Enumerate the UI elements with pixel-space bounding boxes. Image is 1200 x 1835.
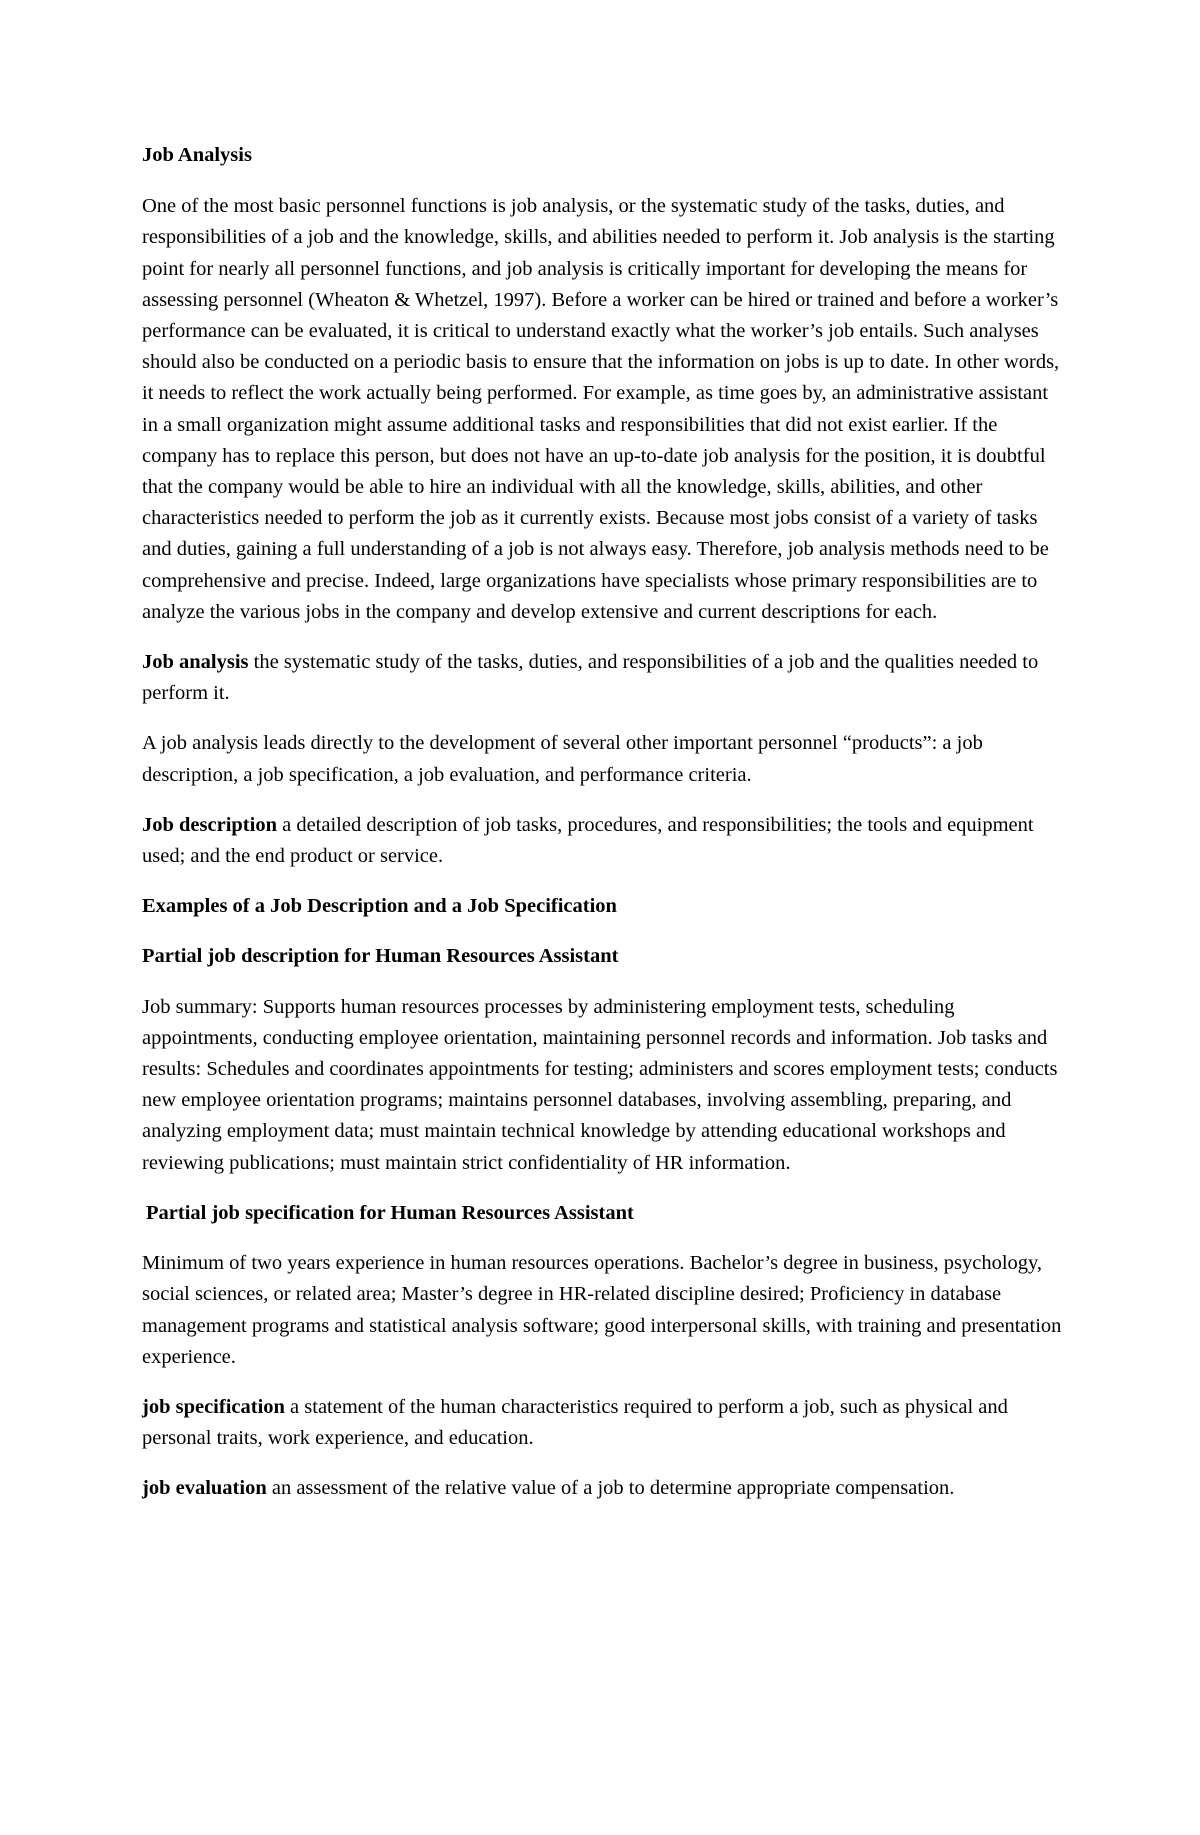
partial-specification-heading: Partial job specification for Human Resources Assistant	[146, 1201, 634, 1224]
intro-paragraph: One of the most basic personnel functions is job analysis, or the systematic study of the tasks, duties, and responsibilities of a job and the knowledge, skills, and abilities needed to perform it. Job analysis is the starting point for nearly all personnel functions, and job analysis is critically important for developing the means for assessing personnel (Wheaton & Whetzel, 1997). Before a worker can be hired or trained and before a worker’s performance can be evaluated, it is critical to understand exactly what the worker’s job entails. Such analyses should also be conducted on a periodic basis to ensure that the information on jobs is up to date. In other words, it needs to reflect the work actually being performed. For example, as time goes by, an administrative assistant in a small organization might assume additional tasks and responsibilities that did not exist earlier. If the company has to replace this person, but does not have an up-to-date job analysis for the position, it is doubtful that the company would be able to hire an individual with all the knowledge, skills, abilities, and other characteristics needed to perform the job as it currently exists. Because most jobs consist of a variety of tasks and duties, gaining a full understanding of a job is not always easy. Therefore, job analysis methods need to be comprehensive and precise. Indeed, large organizations have specialists whose primary responsibilities are to analyze the various jobs in the company and develop extensive and current descriptions for each.	[142, 195, 1060, 623]
document-title: Job Analysis	[142, 144, 252, 166]
job-analysis-definition	[142, 647, 1062, 709]
examples-heading: Examples of a Job Description and a Job Specification	[142, 895, 617, 918]
definition-text: a detailed description of job tasks, procedures, and responsibilities; the tools and equipment used; and the end product or service.	[142, 813, 1034, 868]
document-body	[142, 140, 1062, 1505]
partial-specification-paragraph: Minimum of two years experience in human resources operations. Bachelor’s degree in business, psychology, social sciences, or related area; Master’s degree in HR-related discipline desired; Proficiency in database management programs and statistical analysis software; good interpersonal skills, with training and presentation experience.	[142, 1252, 1062, 1368]
partial-description-paragraph: Job summary: Supports human resources processes by administering employment tests, scheduling appointments, conducting employee orientation, maintaining personnel records and information. Job tasks and results: Schedules and coordinates appointments for testing; administers and scores employment tests; conducts new employee orientation programs; maintains personnel databases, involving assembling, preparing, and analyzing employment data; must maintain technical knowledge by attending educational workshops and reviewing publications; must maintain strict confidentiality of HR information.	[142, 995, 1058, 1174]
definition-text: a statement of the human characteristics required to perform a job, such as physical and personal traits, work experience, and education.	[142, 1395, 1008, 1450]
definition-term: Job analysis	[142, 651, 249, 674]
job-specification-definition	[142, 1392, 1062, 1454]
definition-term: Job description	[142, 813, 277, 836]
partial-description-heading: Partial job description for Human Resources Assistant	[142, 945, 619, 968]
definition-text: an assessment of the relative value of a job to determine appropriate compensation.	[266, 1477, 955, 1500]
products-paragraph: A job analysis leads directly to the development of several other important personnel “products”: a job description, a job specification, a job evaluation, and performance criteria.	[142, 732, 983, 786]
job-description-definition	[142, 810, 1062, 872]
definition-text: the systematic study of the tasks, duties, and responsibilities of a job and the qualities needed to perform it.	[142, 651, 1039, 705]
definition-term: job evaluation	[142, 1477, 267, 1500]
definition-term: job specification	[142, 1395, 285, 1418]
job-evaluation-definition	[142, 1473, 1062, 1504]
